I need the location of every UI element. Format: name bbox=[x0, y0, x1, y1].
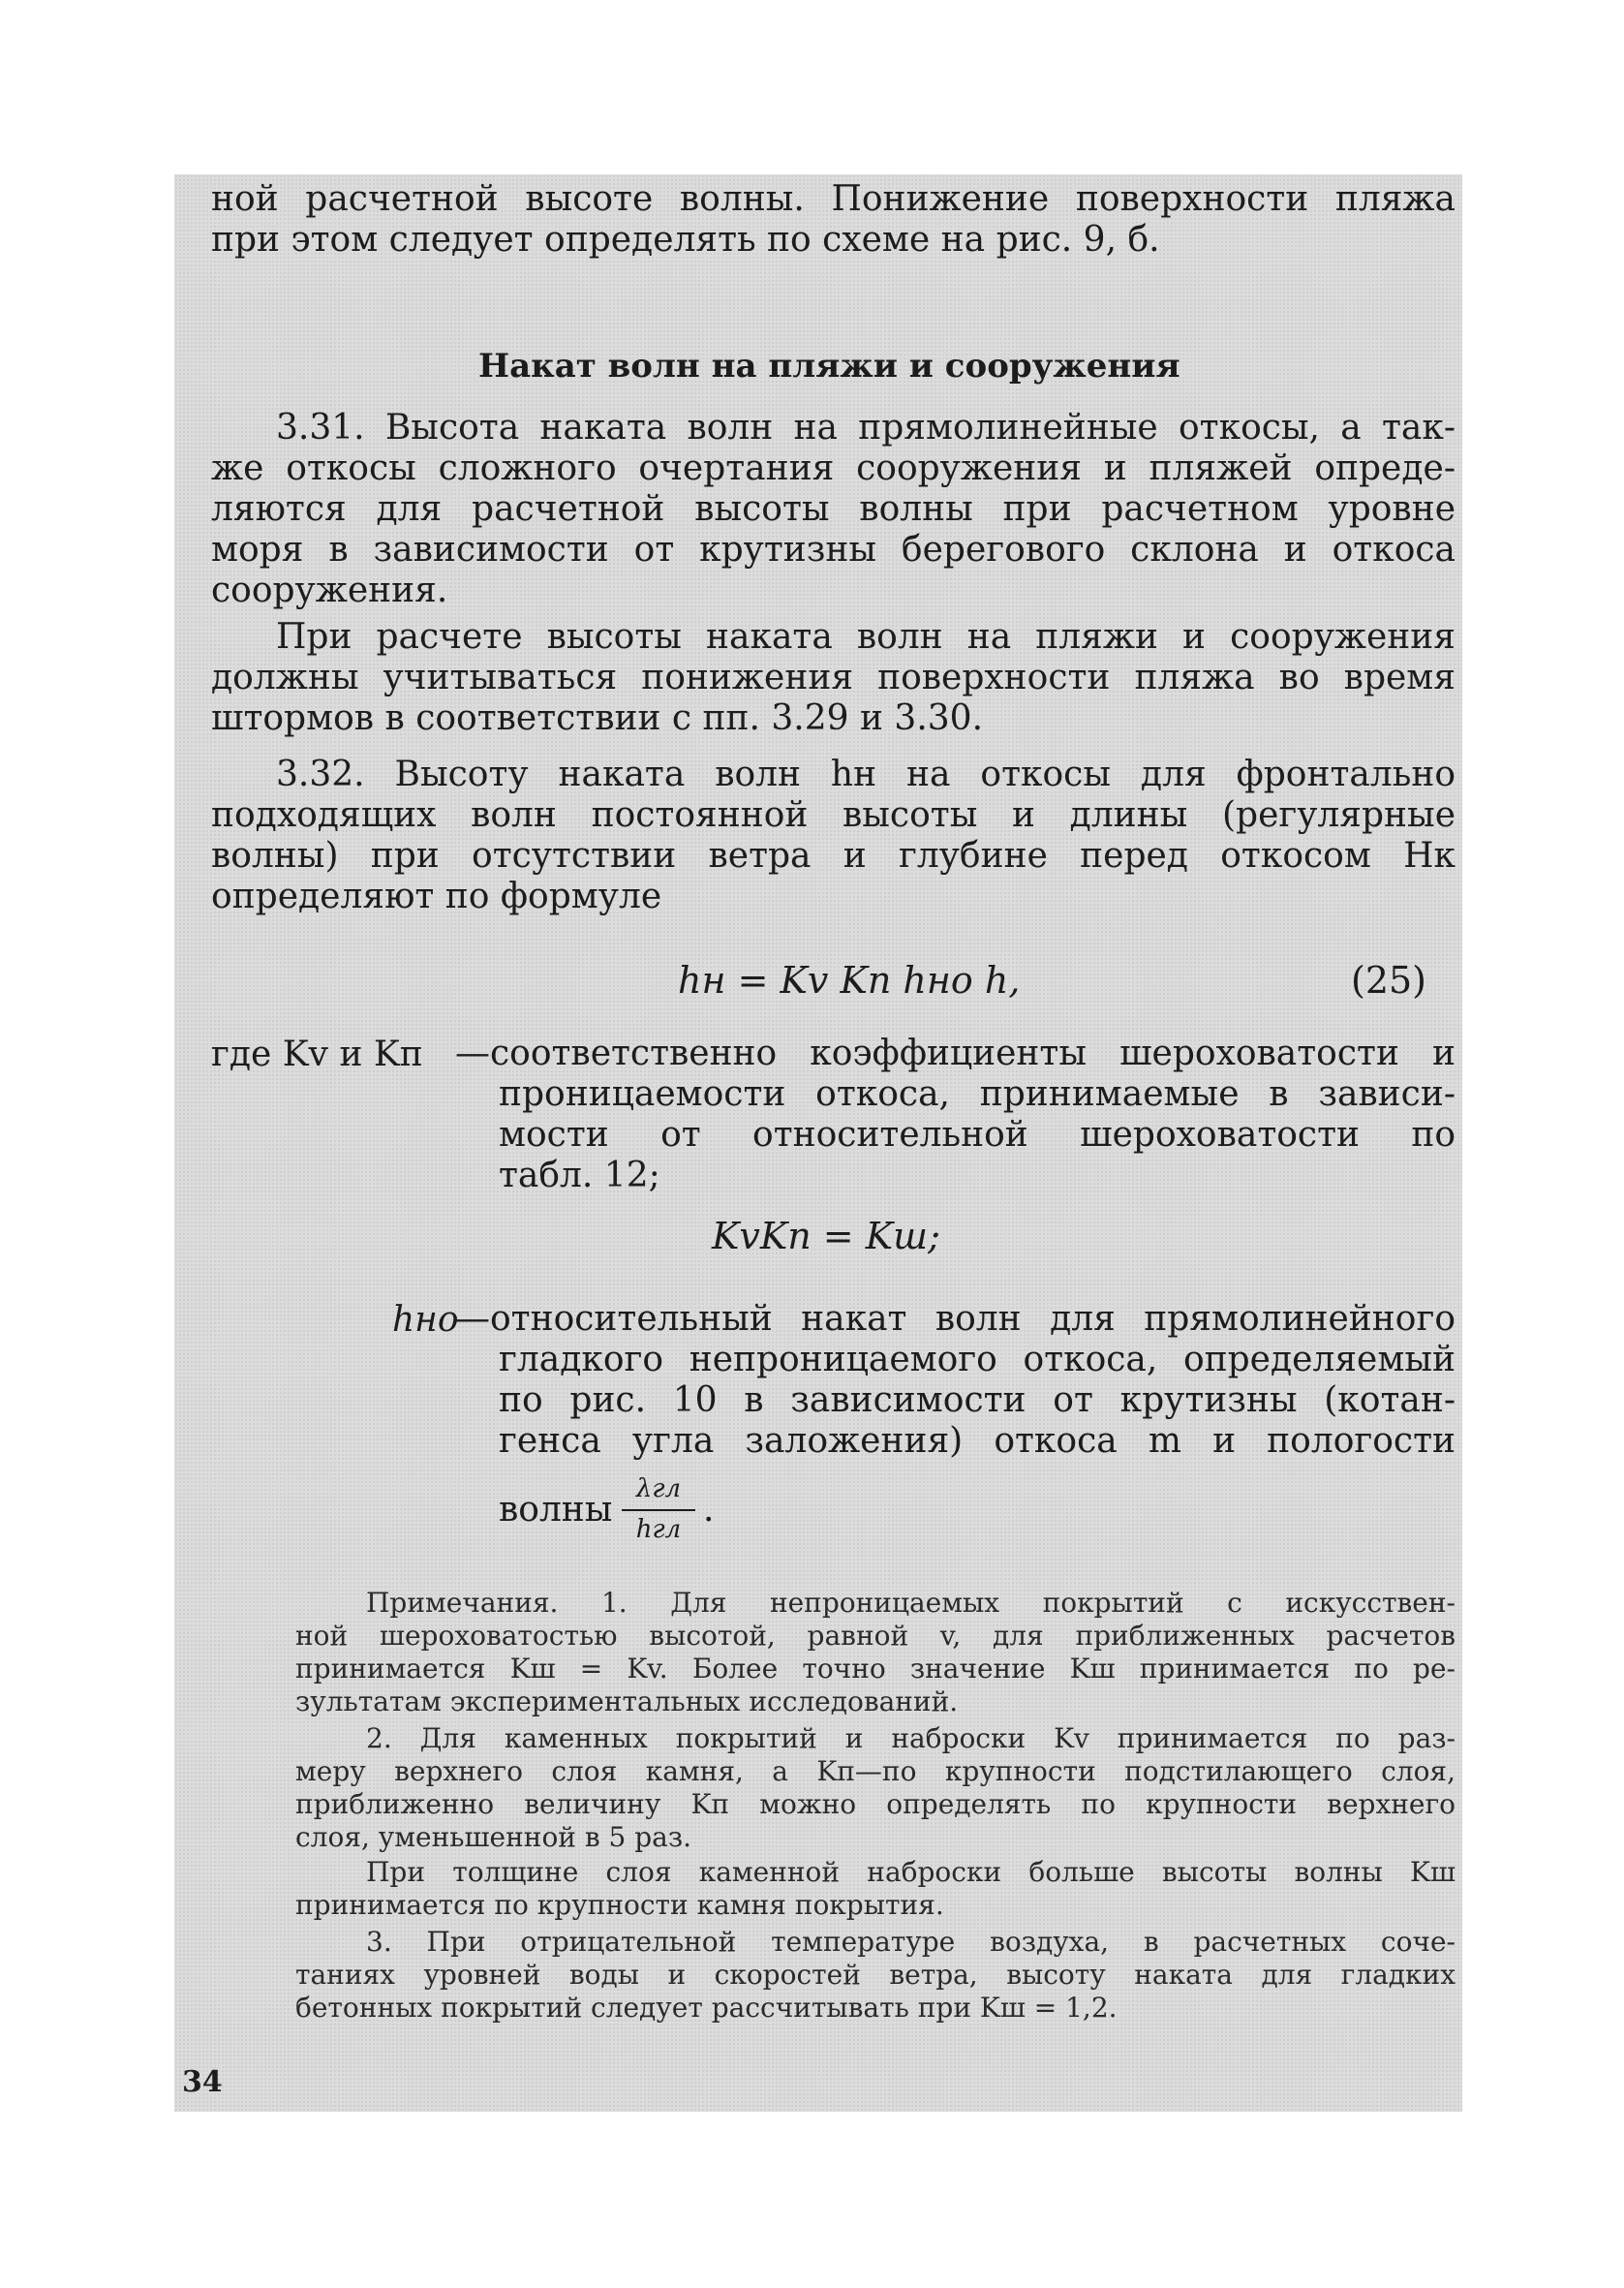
fraction-bar bbox=[622, 1509, 695, 1511]
fraction-numerator: λгл bbox=[635, 1474, 682, 1503]
note-line: принимается Kш = Kv. Более точно значение Kш принимается по ре- bbox=[295, 1653, 1455, 1685]
section-heading: Накат волн на пляжи и сооружения bbox=[478, 347, 1180, 386]
hno-definition-line: генса угла заложения) откоса m и пологости bbox=[499, 1421, 1455, 1461]
paragraph-3-31-line: 3.31. Высота наката волн на прямолинейные откосы, а так- bbox=[276, 408, 1455, 448]
note-line: Примечания. 1. Для непроницаемых покрытий с искусствен- bbox=[366, 1587, 1455, 1619]
note-line: приближенно величину Kп можно определять по крупности верхнего bbox=[295, 1788, 1455, 1820]
paragraph-3-32-line: 3.32. Высоту наката волн hн на откосы для фронтально bbox=[276, 755, 1455, 794]
note-line: 2. Для каменных покрытий и наброски Kv принимается по раз- bbox=[366, 1722, 1455, 1754]
formula-kk: KvKп = Kш; bbox=[712, 1215, 940, 1257]
note-line: таниях уровней воды и скоростей ветра, высоту наката для гладких bbox=[295, 1959, 1455, 1991]
fraction-tail: . bbox=[703, 1490, 715, 1530]
formula-25-number: (25) bbox=[1351, 959, 1427, 1002]
note-line: ной шероховатостью высотой, равной v, для приближенных расчетов bbox=[295, 1620, 1455, 1652]
intro-line: ной расчетной высоте волны. Понижение поверхности пляжа bbox=[211, 179, 1455, 219]
paragraph-3-32-line: подходящих волн постоянной высоты и длины (регулярные bbox=[211, 795, 1455, 835]
paragraph-3-31-line: сооружения. bbox=[211, 571, 448, 610]
paragraph-3-31b-line: должны учитываться понижения поверхности пляжа во время bbox=[211, 658, 1455, 697]
paragraph-3-31-line: моря в зависимости от крутизны берегового склона и откоса bbox=[211, 530, 1455, 570]
where-definition-line: проницаемости откоса, принимаемые в зависи- bbox=[499, 1074, 1455, 1114]
intro-line: при этом следует определять по схеме на рис. 9, б. bbox=[211, 220, 1160, 260]
note-line: бетонных покрытий следует рассчитывать при Kш = 1,2. bbox=[295, 1992, 1118, 2024]
hno-definition-line: гладкого непроницаемого откоса, определяемый bbox=[499, 1340, 1455, 1379]
paragraph-3-32-line: определяют по формуле bbox=[211, 877, 662, 916]
formula-25: hн = Kv Kп hно h, bbox=[678, 959, 1021, 1002]
paragraph-3-31-line: ляются для расчетной высоты волны при расчетном уровне bbox=[211, 489, 1455, 529]
note-line: 3. При отрицательной температуре воздуха, в расчетных соче- bbox=[366, 1926, 1455, 1958]
note-line: принимается по крупности камня покрытия. bbox=[295, 1889, 944, 1921]
page-number: 34 bbox=[182, 2065, 223, 2099]
note-line: меру верхнего слоя камня, а Kп—по крупности подстилающего слоя, bbox=[295, 1755, 1455, 1787]
paragraph-3-32-line: волны) при отсутствии ветра и глубине перед откосом Hк bbox=[211, 836, 1455, 876]
where-definition-line: мости от относительной шероховатости по bbox=[499, 1115, 1455, 1155]
paragraph-3-31-line: же откосы сложного очертания сооружения и пляжей опреде- bbox=[211, 448, 1455, 488]
wave-word: волны bbox=[499, 1490, 613, 1530]
hno-label: hно bbox=[392, 1300, 459, 1340]
paragraph-3-31b-line: штормов в соответствии с пп. 3.29 и 3.30. bbox=[211, 698, 984, 738]
note-line: зультатам экспериментальных исследований. bbox=[295, 1685, 959, 1717]
where-definition-line: —соответственно коэффициенты шероховатости и bbox=[455, 1034, 1455, 1073]
hno-definition-line: —относительный накат волн для прямолинейного bbox=[455, 1299, 1455, 1339]
where-label: где Kv и Kп bbox=[211, 1035, 423, 1074]
fraction-denominator: hгл bbox=[635, 1515, 682, 1544]
where-definition-line: табл. 12; bbox=[499, 1156, 660, 1195]
note-line: При толщине слоя каменной наброски больше высоты волны Kш bbox=[366, 1856, 1455, 1888]
note-line: слоя, уменьшенной в 5 раз. bbox=[295, 1821, 692, 1853]
hno-definition-line: по рис. 10 в зависимости от крутизны (котан- bbox=[499, 1380, 1455, 1420]
paragraph-3-31b-line: При расчете высоты наката волн на пляжи и сооружения bbox=[276, 617, 1455, 657]
